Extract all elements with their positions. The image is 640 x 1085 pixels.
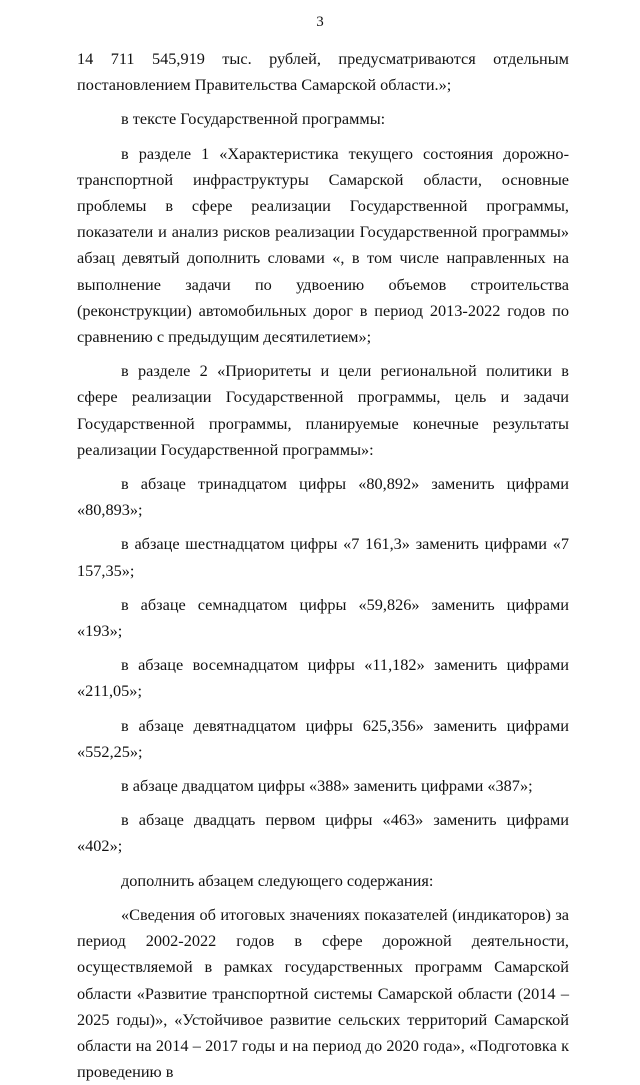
paragraph-par-19: в абзаце девятнадцатом цифры 625,356» заменить цифрами «552,25»; bbox=[77, 715, 569, 761]
paragraph-section-2: в разделе 2 «Приоритеты и цели региональной политики в сфере реализации Государственной программы, цель и задачи Государственной программы, планируемые конечные результаты реализации Государственной программы»: bbox=[77, 361, 569, 459]
paragraph-par-13: в абзаце тринадцатом цифры «80,892» заменить цифрами «80,893»; bbox=[77, 474, 569, 520]
paragraph-continuation: 14 711 545,919 тыс. рублей, предусматриваются отдельным постановлением Правительства Самарской области.»; bbox=[77, 49, 569, 95]
paragraph-par-20: в абзаце двадцатом цифры «388» заменить цифрами «387»; bbox=[121, 776, 533, 796]
paragraph-par-21: в абзаце двадцать первом цифры «463» заменить цифрами «402»; bbox=[77, 810, 569, 856]
paragraph-par-16: в абзаце шестнадцатом цифры «7 161,3» заменить цифрами «7 157,35»; bbox=[77, 534, 569, 580]
paragraph-par-17: в абзаце семнадцатом цифры «59,826» заменить цифрами «193»; bbox=[77, 594, 569, 641]
paragraph-add: дополнить абзацем следующего содержания: bbox=[121, 870, 434, 890]
paragraph-in-text: в тексте Государственной программы: bbox=[121, 109, 386, 129]
paragraph-par-18: в абзаце восемнадцатом цифры «11,182» заменить цифрами «211,05»; bbox=[77, 655, 569, 701]
paragraph-info: «Сведения об итоговых значениях показателей (индикаторов) за период 2002-2022 годов в сфере дорожной деятельности, осуществляемой в рамках государственных программ Самарской области «Развитие транспортной системы Самарской области (2014 – 2025 годы)», «Устойчивое развитие сельских территорий Самарской области на 2014 – 2017 годы и на период до 2020 года», «Подготовка к проведению в bbox=[77, 904, 569, 1082]
document-body bbox=[77, 46, 569, 1085]
paragraph-section-1: в разделе 1 «Характеристика текущего состояния дорожно-транспортной инфраструктуры Самарской области, основные проблемы в сфере реализации Государственной программы, показатели и анализ рисков реализации Государственной программы» абзац девятый дополнить словами «, в том числе направленных на выполнение задачи по удвоению объемов строительства (реконструкции) автомобильных дорог в период 2013-2022 годов по сравнению с предыдущим десятилетием»; bbox=[77, 143, 569, 347]
page-number: 3 bbox=[316, 14, 324, 30]
